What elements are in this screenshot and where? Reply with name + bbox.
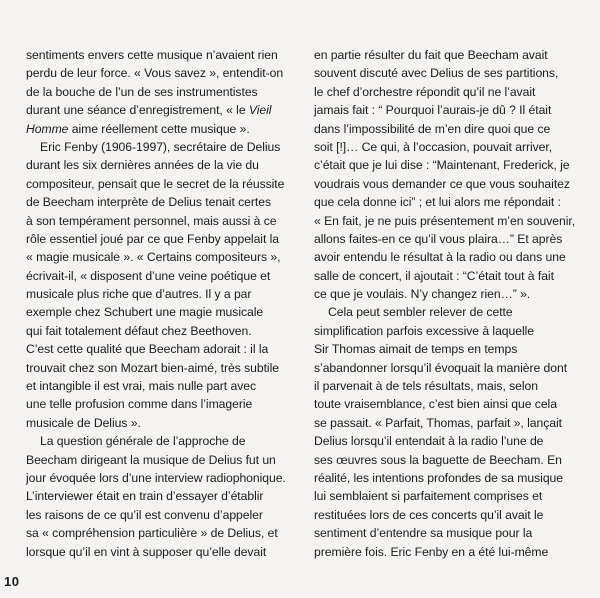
- text-line: [26, 212, 302, 230]
- text-line: [314, 120, 590, 138]
- line-text: de la bouche de l’un de ses instrumentistes: [26, 84, 258, 99]
- text-line: [26, 414, 302, 432]
- line-text: restituées lors de ces concerts qu’il avait le: [314, 507, 544, 522]
- text-line: [26, 543, 302, 561]
- left-column: [26, 46, 302, 561]
- line-text: soit [!]… Ce qui, à l’occasion, pouvait arriver,: [314, 139, 553, 154]
- text-line: [314, 248, 590, 266]
- line-text: rôle essentiel joué par ce que Fenby appelait la: [26, 231, 280, 246]
- line-text: C’est cette qualité que Beecham adorait : il la: [26, 342, 269, 357]
- italic-text: Homme: [26, 121, 69, 136]
- line-text: La question générale de l’approche de: [40, 434, 246, 449]
- line-text: simplification parfois excessive à laquelle: [314, 323, 535, 338]
- text-line: [314, 395, 590, 413]
- text-line: [314, 340, 590, 358]
- text-line: [314, 46, 590, 64]
- line-text: s’abandonner lorsqu’il évoquait la manière dont: [314, 360, 568, 375]
- text-line: [314, 303, 590, 321]
- text-line: [314, 101, 590, 119]
- text-line: [26, 138, 302, 156]
- text-line: [26, 156, 302, 174]
- line-text: toute vraisemblance, c’est bien ainsi que cela: [314, 397, 557, 412]
- text-line: [314, 524, 590, 542]
- line-text: en partie résulter du fait que Beecham avait: [314, 48, 548, 62]
- line-text: musicale plus riche que d’autres. Il y a par: [26, 287, 252, 302]
- text-line: [26, 451, 302, 469]
- line-text: L’interviewer était en train d’essayer d’établir: [26, 489, 264, 504]
- text-line: [314, 506, 590, 524]
- line-text: que cela donne ici” ; et lui alors me répondait :: [314, 195, 561, 210]
- text-line: [26, 120, 302, 138]
- text-line: [314, 469, 590, 487]
- text-line: [26, 395, 302, 413]
- text-line: [314, 377, 590, 395]
- line-text: aime réellement cette musique ».: [68, 121, 250, 136]
- line-text: trouvait chez son Mozart bien-aimé, très subtile: [26, 360, 279, 375]
- text-line: [26, 432, 302, 450]
- text-line: [314, 230, 590, 248]
- line-text: voudrais vous demander ce que vous souhaitez: [314, 176, 570, 191]
- text-line: [314, 212, 590, 230]
- text-line: [26, 83, 302, 101]
- line-text: sentiments envers cette musique n’avaient rien: [26, 48, 278, 62]
- line-text: se passait. « Parfait, Thomas, parfait », lançait: [314, 415, 562, 430]
- line-text: sentiment d’entendre sa musique pour la: [314, 526, 533, 541]
- text-line: [314, 285, 590, 303]
- line-text: avoir entendu le résultat à la radio ou dans une: [314, 250, 566, 265]
- text-line: [26, 487, 302, 505]
- line-text: durant une séance d’enregistrement, « le: [26, 103, 249, 118]
- text-line: [314, 359, 590, 377]
- line-text: et intangible il est vrai, mais nulle part avec: [26, 379, 257, 394]
- line-text: Delius lorsqu’il entendait à la radio l’une de: [314, 434, 544, 449]
- text-line: [314, 156, 590, 174]
- line-text: jour évoquée lors d’une interview radiophonique.: [26, 470, 286, 485]
- line-text: à son tempérament personnel, mais aussi à ce: [26, 213, 277, 228]
- text-line: [26, 322, 302, 340]
- line-text: il parvenait à de tels résultats, mais, selon: [314, 379, 539, 394]
- line-text: écrivait-il, « disposent d’une veine poétique et: [26, 268, 271, 283]
- line-text: qui fait totalement défaut chez Beethoven.: [26, 323, 252, 338]
- line-text: Cela peut sembler relever de cette: [328, 305, 513, 320]
- text-line: [314, 322, 590, 340]
- line-text: Sir Thomas aimait de temps en temps: [314, 342, 518, 357]
- line-text: Beecham dirigeant la musique de Delius fut un: [26, 452, 276, 467]
- line-text: compositeur, pensait que le secret de la réussite: [26, 176, 285, 191]
- line-text: « magie musicale ». « Certains compositeurs »,: [26, 250, 281, 265]
- line-text: « En fait, je ne puis présentement m’en souvenir,: [314, 213, 576, 228]
- line-text: ses œuvres sous la baguette de Beecham. En: [314, 452, 562, 467]
- page-number: 10: [4, 574, 20, 589]
- text-line: [26, 303, 302, 321]
- italic-text: Vieil: [248, 103, 272, 118]
- line-text: lorsque qu’il en vint à supposer qu’elle devait: [26, 544, 267, 559]
- line-text: réalité, les intentions profondes de sa musique: [314, 470, 563, 485]
- line-text: une telle profusion comme dans l’imagerie: [26, 397, 253, 412]
- text-line: [26, 340, 302, 358]
- text-line: [314, 193, 590, 211]
- text-line: [314, 432, 590, 450]
- text-line: [26, 285, 302, 303]
- line-text: jamais fait : “ Pourquoi l’aurais-je dû ? Il était: [314, 103, 552, 118]
- text-line: [26, 193, 302, 211]
- line-text: première fois. Eric Fenby en a été lui-même: [314, 544, 549, 559]
- text-line: [314, 267, 590, 285]
- text-line: [26, 524, 302, 542]
- line-text: dans l’impossibilité de m’en dire quoi que ce: [314, 121, 551, 136]
- text-line: [26, 469, 302, 487]
- line-text: allons faites-en ce qu’il vous plaira…” Et après: [314, 231, 563, 246]
- text-line: [26, 506, 302, 524]
- text-line: [314, 64, 590, 82]
- line-text: le chef d’orchestre répondit qu’il ne l’avait: [314, 84, 536, 99]
- line-text: les raisons de ce qu’il est convenu d’appeler: [26, 507, 263, 522]
- line-text: durant les six dernières années de la vie du: [26, 158, 259, 173]
- text-line: [26, 175, 302, 193]
- line-text: sa « compréhension particulière » de Delius, et: [26, 526, 278, 541]
- line-text: souvent discuté avec Delius de ses partitions,: [314, 66, 559, 81]
- text-line: [26, 230, 302, 248]
- line-text: perdu de leur force. « Vous savez », entendit-on: [26, 66, 284, 81]
- text-line: [26, 377, 302, 395]
- text-line: [26, 64, 302, 82]
- text-line: [26, 101, 302, 119]
- line-text: ce que je voulais. N’y changez rien…” ».: [314, 287, 531, 302]
- text-line: [314, 175, 590, 193]
- text-line: [26, 46, 302, 64]
- line-text: salle de concert, il ajoutait : “C’était tout à fait: [314, 268, 554, 283]
- text-line: [314, 83, 590, 101]
- line-text: Eric Fenby (1906-1997), secrétaire de Delius: [40, 139, 281, 154]
- text-line: [314, 487, 590, 505]
- text-line: [314, 451, 590, 469]
- line-text: exemple chez Schubert une magie musicale: [26, 305, 264, 320]
- line-text: de Beecham interprète de Delius tenait certes: [26, 195, 272, 210]
- text-line: [26, 359, 302, 377]
- line-text: c’était que je lui dise : “Maintenant, Frederick, je: [314, 158, 570, 173]
- text-line: [26, 248, 302, 266]
- text-line: [314, 414, 590, 432]
- line-text: lui semblaient si parfaitement comprises et: [314, 489, 543, 504]
- line-text: musicale de Delius ».: [26, 415, 141, 430]
- right-column: [314, 46, 590, 561]
- text-line: [314, 543, 590, 561]
- text-line: [314, 138, 590, 156]
- text-line: [26, 267, 302, 285]
